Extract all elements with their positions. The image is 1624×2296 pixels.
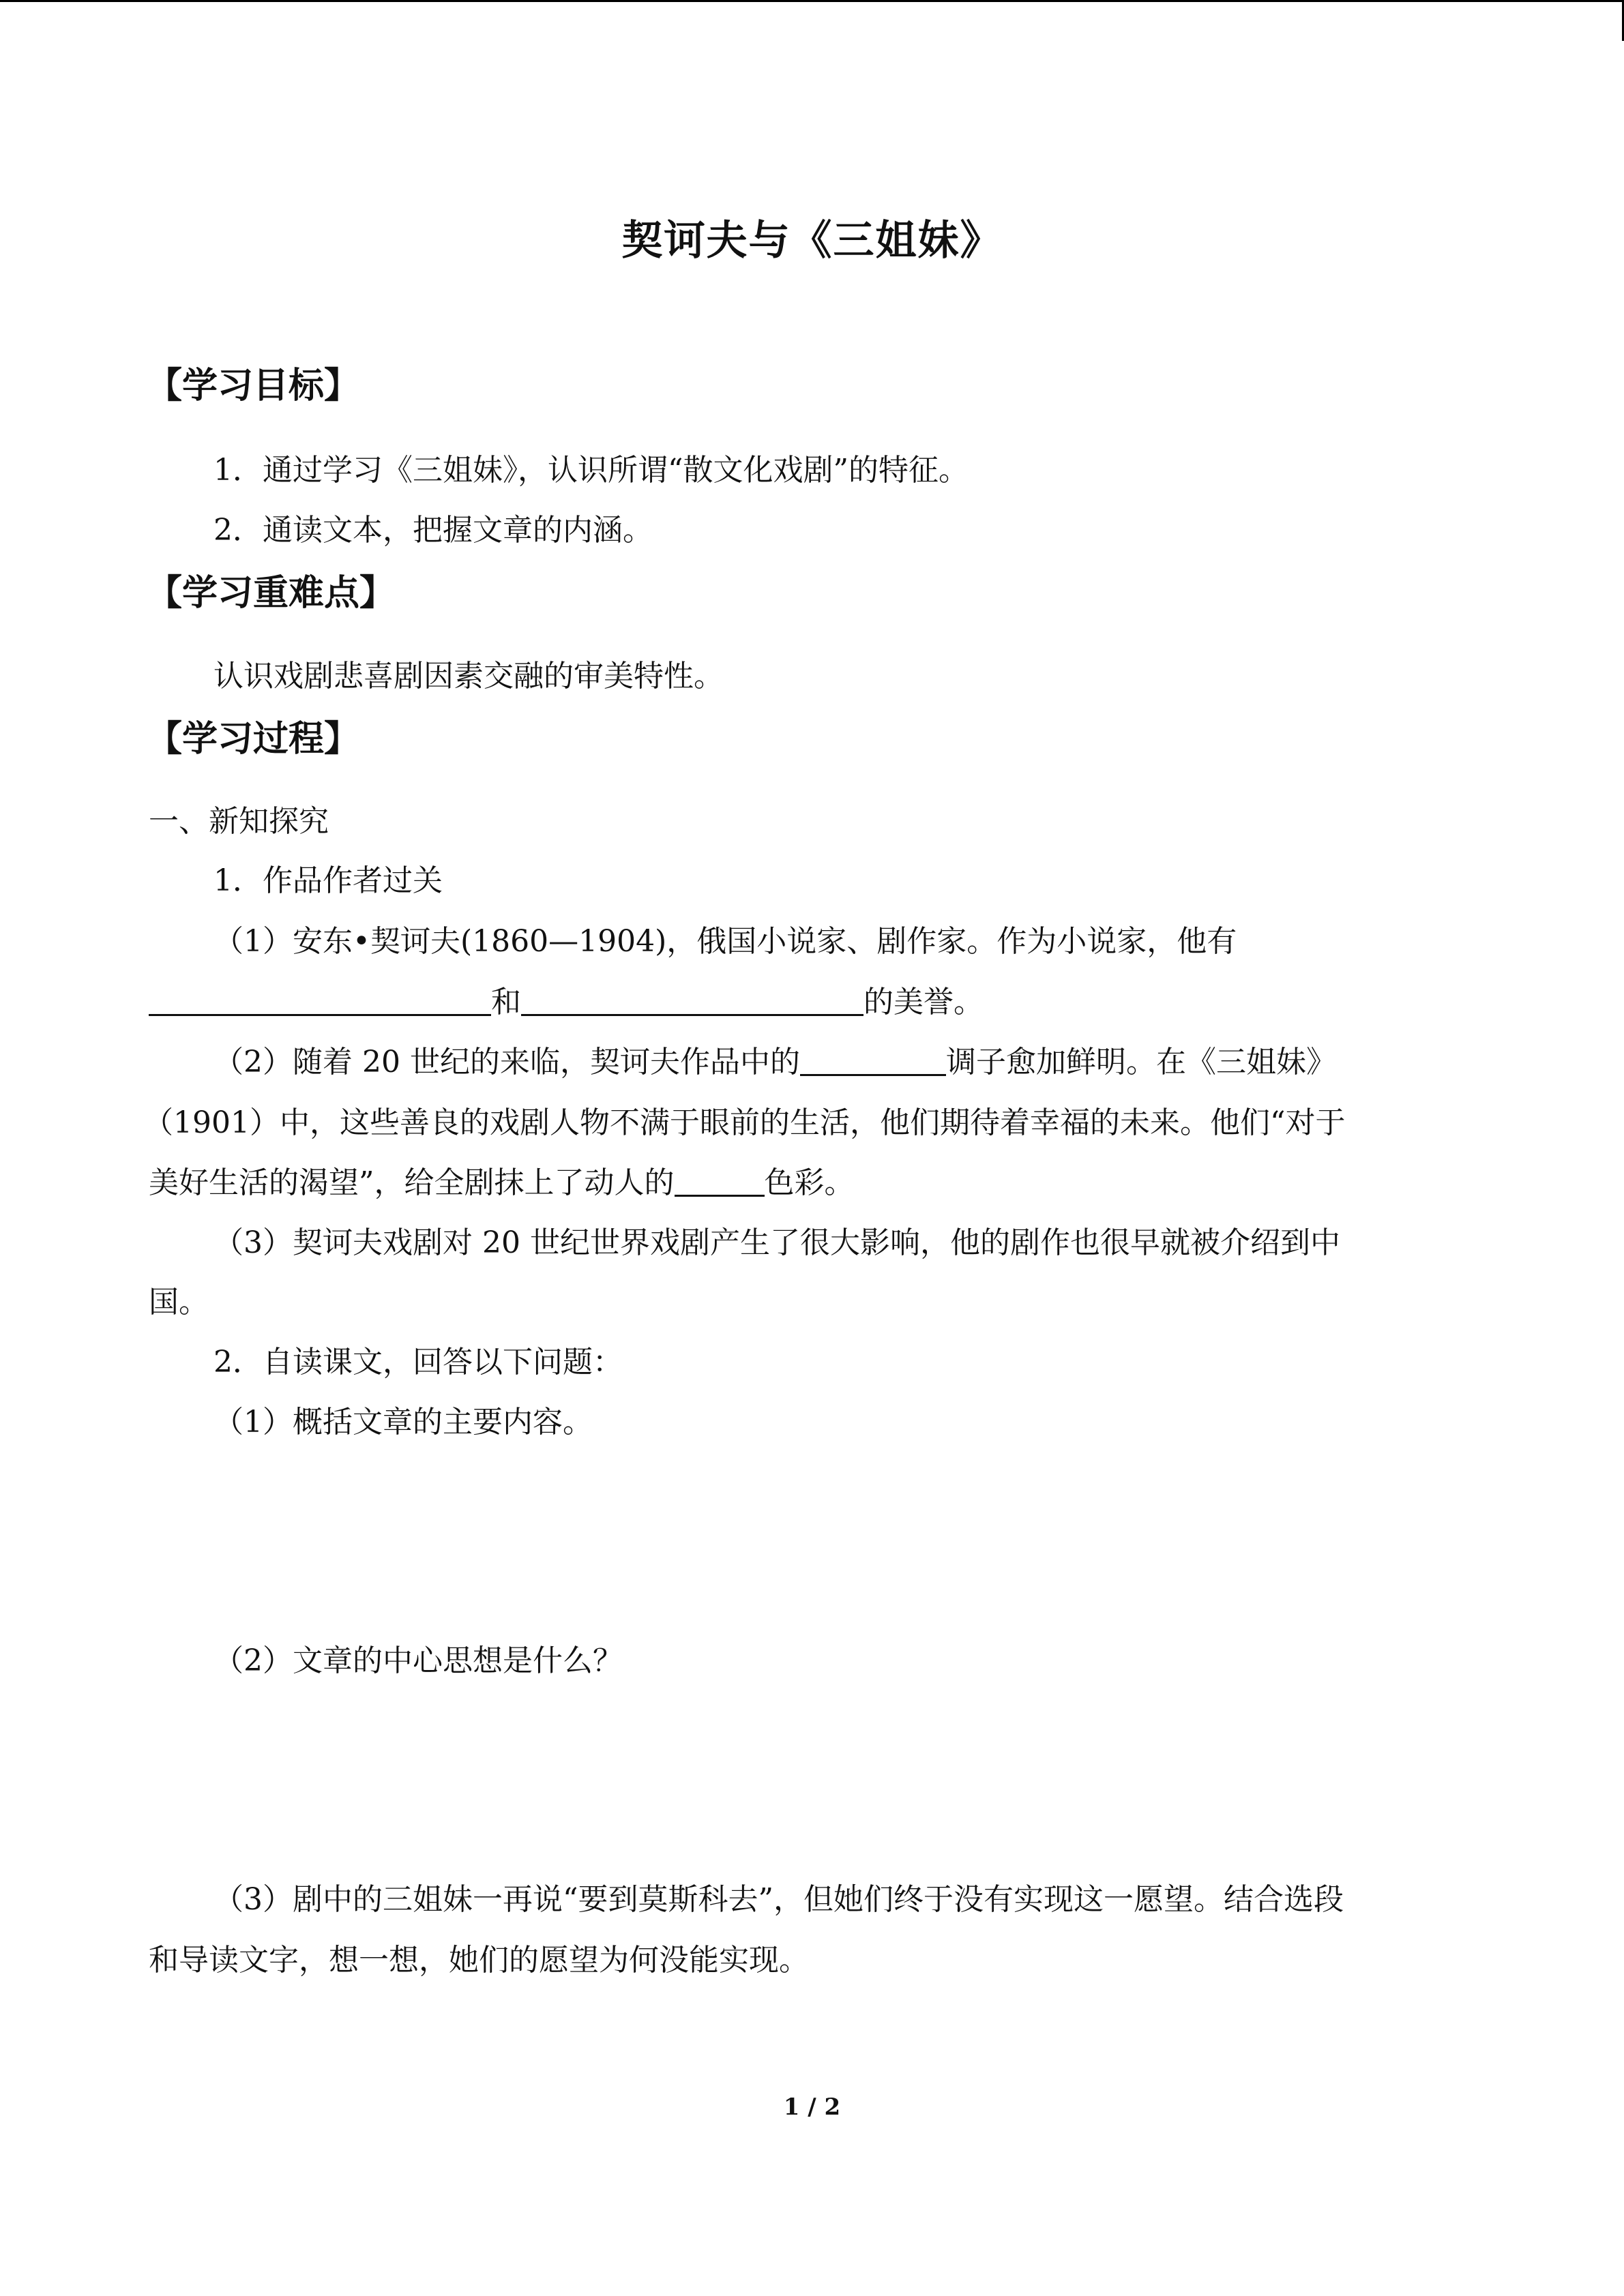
goal-item-2: 2．通读文本，把握文章的内涵。 <box>213 513 653 548</box>
page-title: 契诃夫与《三姐妹》 <box>621 217 1003 265</box>
reading-question-3-line-1: （3）剧中的三姐妹一再说“要到莫斯科去”，但她们终于没有实现这一愿望。结合选段 <box>213 1882 1344 1917</box>
question-2-line-1 <box>213 1042 1336 1083</box>
process-item-1: 1．作品作者过关 <box>213 863 443 898</box>
question-2-line-2: （1901）中，这些善良的戏剧人物不满于眼前的生活，他们期待着幸福的未来。他们“对于 <box>143 1105 1346 1140</box>
question-2-line-1-a: （2）随着 20 世纪的来临，契诃夫作品中的 <box>213 1045 800 1079</box>
question-2-line-3-b: 色彩。 <box>764 1165 855 1200</box>
section-heading-keypoints: 【学习重难点】 <box>147 573 396 614</box>
goal-item-1: 1．通过学习《三姐妹》，认识所谓“散文化戏剧”的特征。 <box>213 453 969 488</box>
question-1-end: 的美誉。 <box>863 985 984 1019</box>
reading-question-1: （1）概括文章的主要内容。 <box>213 1405 593 1440</box>
question-1-line-1: （1）安东•契诃夫(1860—1904)，俄国小说家、剧作家。作为小说家，他有 <box>213 924 1237 959</box>
question-2-line-1-b: 调子愈加鲜明。在《三姐妹》 <box>945 1045 1336 1079</box>
question-3-line-2: 国。 <box>149 1285 209 1320</box>
fill-blank-4[interactable] <box>675 1165 765 1197</box>
question-2-line-3-a: 美好生活的渴望”，给全剧抹上了动人的 <box>149 1165 675 1200</box>
fill-blank-1[interactable] <box>149 984 491 1016</box>
fill-blank-2[interactable] <box>521 984 863 1016</box>
reading-question-3-line-2: 和导读文字，想一想，她们的愿望为何没能实现。 <box>149 1943 809 1978</box>
top-border <box>0 0 1624 2</box>
question-1-line-2 <box>149 982 984 1023</box>
process-part-1: 一、新知探究 <box>149 804 329 839</box>
reading-question-2: （2）文章的中心思想是什么？ <box>213 1643 623 1678</box>
question-2-line-3 <box>149 1163 855 1204</box>
question-1-and: 和 <box>491 985 521 1019</box>
question-3-line-1: （3）契诃夫戏剧对 20 世纪世界戏剧产生了很大影响，他的剧作也很早就被介绍到中 <box>213 1225 1340 1260</box>
section-heading-process: 【学习过程】 <box>147 719 360 760</box>
page-number: 1 / 2 <box>783 2093 841 2121</box>
section-heading-goals: 【学习目标】 <box>147 366 360 406</box>
fill-blank-3[interactable] <box>800 1044 946 1076</box>
keypoint-item-1: 认识戏剧悲喜剧因素交融的审美特性。 <box>213 659 724 694</box>
process-item-2: 2．自读课文，回答以下问题： <box>213 1345 623 1380</box>
